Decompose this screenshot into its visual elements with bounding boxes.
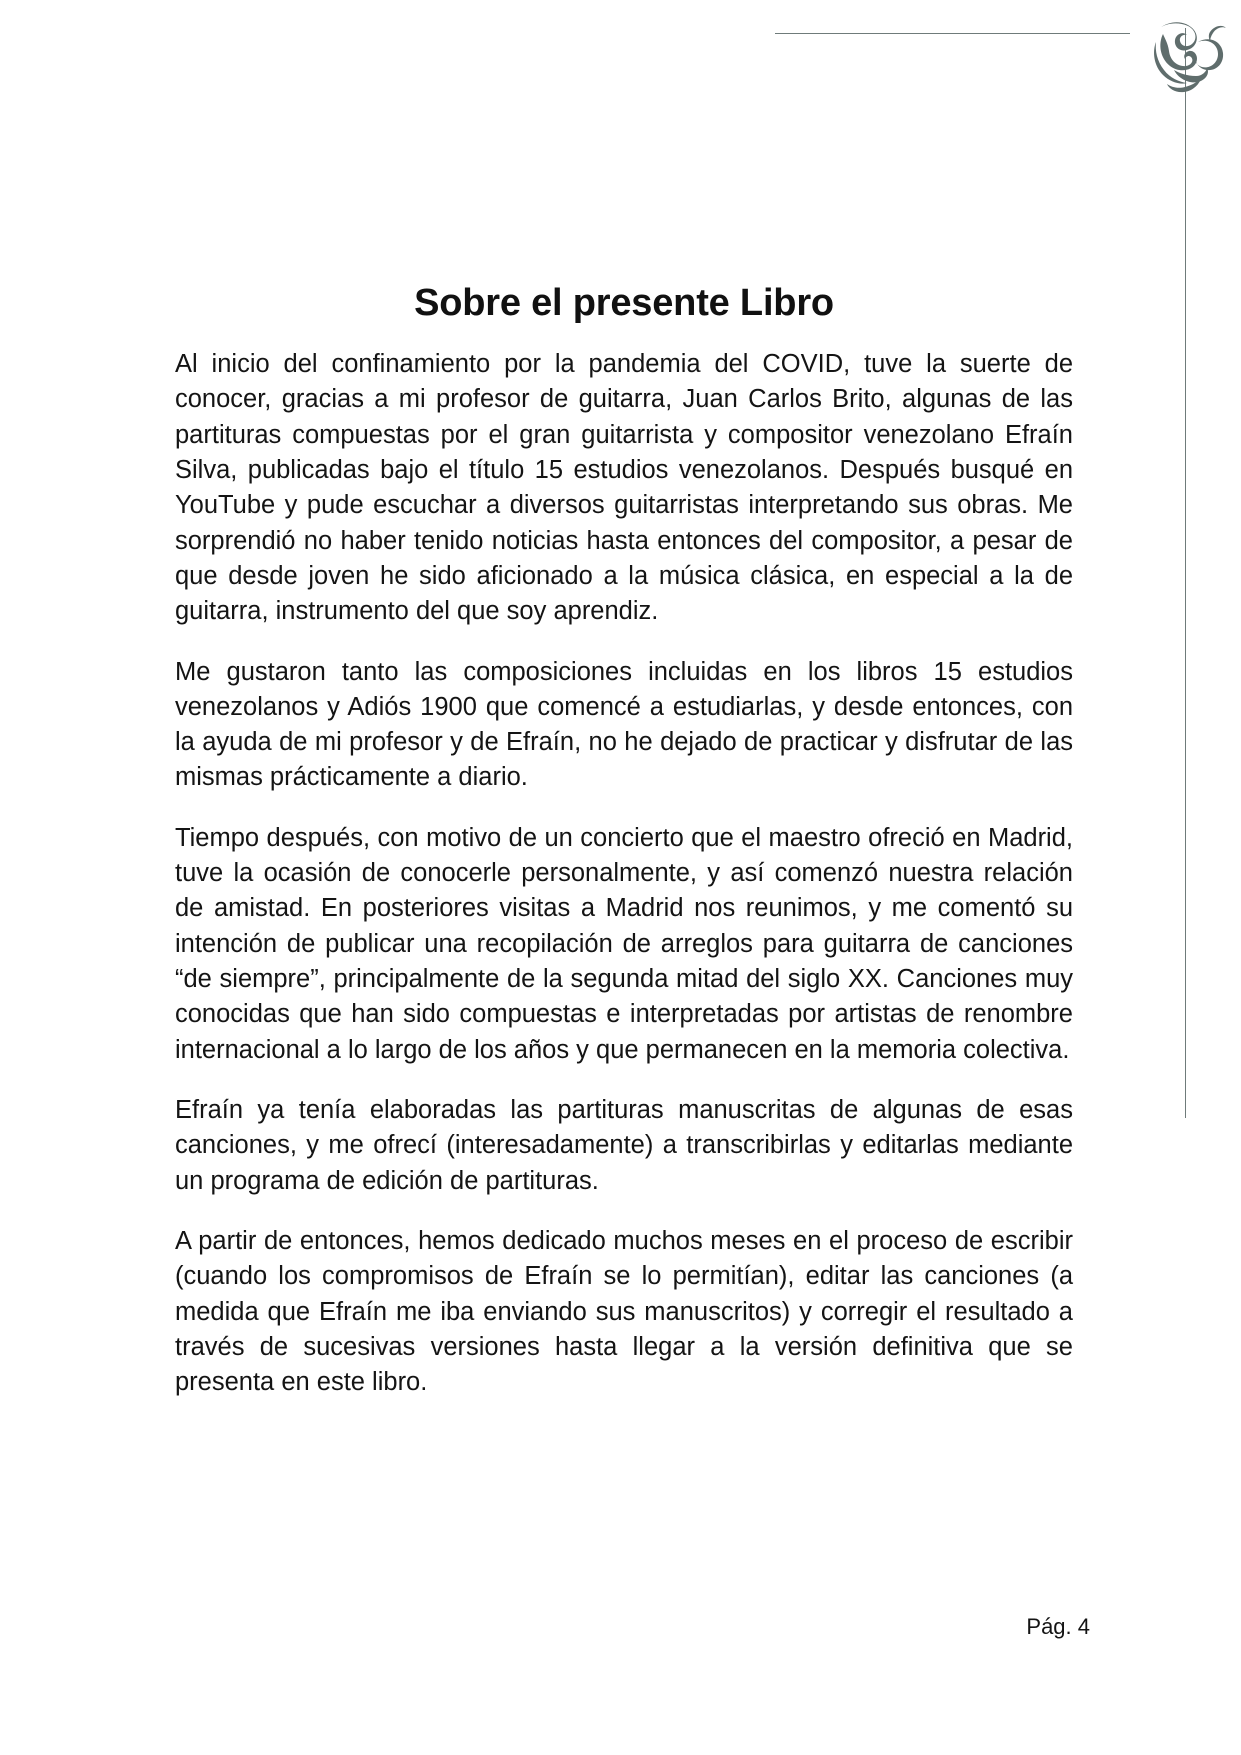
paragraph-3: Tiempo después, con motivo de un concierto que el maestro ofreció en Madrid, tuve la ocasión de conocerle personalmente, y así comenzó nuestra relación de amistad. En posteriores visitas a Madrid nos reunimos, y me comentó su intención de publicar una recopilación de arreglos para guitarra de canciones “de siempre”, principalmente de la segunda mitad del siglo XX. Canciones muy conocidas que han sido compuestas e interpretadas por artistas de renombre internacional a lo largo de los años y que permanecen en la memoria colectiva. [175, 823, 1073, 1064]
paragraph-5: A partir de entonces, hemos dedicado muchos meses en el proceso de escribir (cuando los compromisos de Efraín se lo permitían), editar las canciones (a medida que Efraín me iba enviando sus manuscritos) y corregir el resultado a través de sucesivas versiones hasta llegar a la versión definitiva que se presenta en este libro. [175, 1226, 1073, 1397]
page-number-label: Pág. 4 [1026, 1614, 1090, 1639]
ornament-vertical-rule [1185, 28, 1186, 1118]
page-title: Sobre el presente Libro [414, 282, 834, 324]
page-footer [0, 1614, 1090, 1640]
ornament-horizontal-rule [775, 33, 1130, 34]
paragraph-1: Al inicio del confinamiento por la pandemia del COVID, tuve la suerte de conocer, gracias a mi profesor de guitarra, Juan Carlos Brito, algunas de las partituras compuestas por el gran guitarrista y compositor venezolano Efraín Silva, publicadas bajo el título 15 estudios venezolanos. Después busqué en YouTube y pude escuchar a diversos guitarristas interpretando sus obras. Me sorprendió no haber tenido noticias hasta entonces del compositor, a pesar de que desde joven he sido aficionado a la música clásica, en especial a la de guitarra, instrumento del que soy aprendiz. [175, 350, 1073, 626]
paragraph-4: Efraín ya tenía elaboradas las partituras manuscritas de algunas de esas canciones, y me ofrecí (interesadamente) a transcribirlas y editarlas mediante un programa de edición de partituras. [175, 1095, 1073, 1195]
paragraph-2: Me gustaron tanto las composiciones incluidas en los libros 15 estudios venezolanos y Adiós 1900 que comencé a estudiarlas, y desde entonces, con la ayuda de mi profesor y de Efraín, no he dejado de practicar y disfrutar de las mismas prácticamente a diario. [175, 657, 1073, 792]
page-content [175, 282, 1073, 1400]
corner-flourish-icon [1130, 12, 1226, 104]
